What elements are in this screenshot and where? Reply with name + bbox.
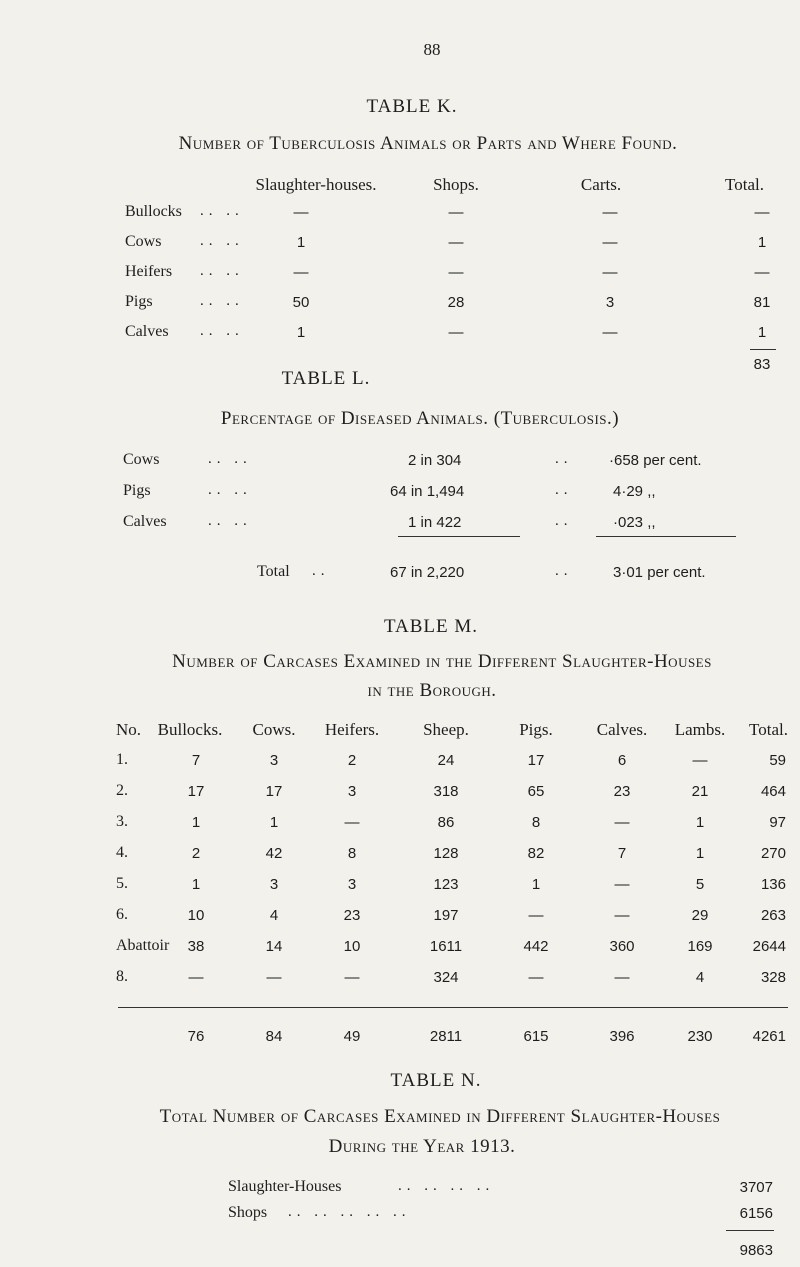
table-m-cell-pigs: 8 — [531, 814, 541, 831]
table-m-total-rule — [118, 1007, 788, 1008]
table-n-total: 9863 — [739, 1242, 773, 1259]
table-m-row-no: 4. — [116, 844, 128, 861]
table-k-cell: 1 — [757, 324, 767, 341]
table-n-row-label: Slaughter-Houses — [228, 1178, 342, 1195]
table-n-row-label: Shops — [228, 1204, 268, 1221]
table-m-cell-heifers: 3 — [347, 783, 357, 800]
table-l-row-label: Cows — [123, 451, 160, 468]
table-m-heading: Number of Carcases Examined in the Different Slaughter-Houses — [172, 651, 712, 672]
page-number: 88 — [423, 40, 441, 59]
table-m-cell-heifers: — — [344, 969, 360, 986]
table-m-row-no: 5. — [116, 875, 128, 892]
table-m-cell-pigs: 442 — [523, 938, 549, 955]
table-m-cell-total: 2644 — [752, 938, 786, 955]
table-m-row-no: 6. — [116, 906, 128, 923]
table-m-cell-bullocks: 10 — [187, 907, 205, 924]
table-m-col-no: No. — [116, 720, 142, 739]
table-m-cell-sheep: 123 — [433, 876, 459, 893]
table-l-total-ratio: 67 in 2,220 — [390, 564, 465, 581]
table-m-cell-cows: 17 — [265, 783, 283, 800]
table-m-total-sheep: 2811 — [429, 1028, 463, 1045]
table-k-col-slaughter-houses: Slaughter-houses. — [255, 175, 377, 194]
table-m-col-heifers: Heifers. — [324, 720, 380, 739]
table-n-heading: Total Number of Carcases Examined in Different Slaughter-Houses — [159, 1106, 721, 1127]
table-m-cell-cows: 1 — [269, 814, 279, 831]
table-m-cell-cows: 42 — [265, 845, 283, 862]
table-m-cell-cows: 14 — [265, 938, 283, 955]
table-m-total-bullocks: 76 — [187, 1028, 205, 1045]
leader-dots: .. .. — [200, 293, 244, 309]
table-m-cell-total: 328 — [760, 969, 786, 986]
table-m-cell-pigs: — — [528, 969, 544, 986]
table-n-title: TABLE N. — [390, 1070, 482, 1091]
table-m-col-sheep: Sheep. — [423, 720, 469, 739]
table-l-row-label: Pigs — [123, 482, 151, 499]
table-m-row-no: 3. — [116, 813, 128, 830]
table-l-ratio: 64 in 1,494 — [390, 483, 465, 500]
table-m-cell-sheep: 24 — [437, 752, 455, 769]
table-k-cell: 1 — [296, 324, 306, 341]
table-m-cell-lambs: 169 — [687, 938, 713, 955]
table-n-value: 6156 — [739, 1205, 773, 1222]
table-k-cell: 3 — [605, 294, 615, 311]
table-m-cell-bullocks: 2 — [191, 845, 201, 862]
table-m-cell-bullocks: — — [188, 969, 204, 986]
table-m-col-lambs: Lambs. — [674, 720, 726, 739]
table-m-cell-total: 263 — [760, 907, 786, 924]
table-n-total-rule — [726, 1230, 774, 1231]
table-m-cell-lambs: 21 — [691, 783, 709, 800]
table-m-col-total: Total. — [749, 720, 788, 739]
table-m-cell-cows: 3 — [269, 752, 279, 769]
table-l-ratio: 1 in 422 — [408, 514, 462, 531]
table-k-cell: 1 — [757, 234, 767, 251]
table-m-cell-pigs: 17 — [527, 752, 545, 769]
leader-dots: .. — [312, 563, 330, 579]
table-m-cell-cows: 3 — [269, 876, 279, 893]
table-m-cell-calves: 7 — [617, 845, 627, 862]
table-m-cell-sheep: 318 — [433, 783, 459, 800]
table-m-cell-calves: 23 — [613, 783, 631, 800]
table-k-col-total: Total. — [725, 175, 764, 194]
table-m-cell-calves: — — [614, 969, 630, 986]
table-m-cell-heifers: 2 — [347, 752, 357, 769]
table-l-ratio: 2 in 304 — [408, 452, 462, 469]
table-k-col-shops: Shops. — [433, 175, 479, 194]
table-m-cell-lambs: — — [692, 752, 708, 769]
table-l-total-label: Total — [257, 563, 290, 580]
leader-dots: .. — [555, 482, 573, 498]
table-m-cell-heifers: 10 — [343, 938, 361, 955]
table-m-cell-total: 97 — [769, 814, 786, 831]
leader-dots: .. .. .. .. — [398, 1178, 495, 1194]
table-k-cell: 1 — [296, 234, 306, 251]
leader-dots: .. .. — [200, 263, 244, 279]
table-m-total-pigs: 615 — [523, 1028, 549, 1045]
table-m-cell-bullocks: 38 — [187, 938, 205, 955]
table-l-heading: Percentage of Diseased Animals. (Tuberculosis.) — [220, 408, 620, 429]
table-m-cell-lambs: 1 — [695, 845, 705, 862]
table-k-row-label: Pigs — [125, 293, 153, 310]
table-k-cell: — — [293, 264, 309, 281]
leader-dots: .. .. — [200, 233, 244, 249]
table-m-cell-lambs: 29 — [691, 907, 709, 924]
table-k-row-label: Bullocks — [125, 203, 182, 220]
table-m-col-pigs: Pigs. — [519, 720, 553, 739]
table-m-grand-total: 4261 — [752, 1028, 786, 1045]
leader-dots: .. .. .. .. .. — [288, 1204, 411, 1220]
table-m-cell-heifers: 3 — [347, 876, 357, 893]
table-l-percent: ·658 per cent. — [609, 452, 702, 469]
table-m-cell-lambs: 1 — [695, 814, 705, 831]
table-n-subheading: During the Year 1913. — [328, 1136, 516, 1157]
table-m-cell-heifers: 23 — [343, 907, 361, 924]
table-m-cell-total: 464 — [760, 783, 786, 800]
table-k-cell: — — [754, 204, 770, 221]
table-m-cell-cows: 4 — [269, 907, 279, 924]
table-k-cell: — — [602, 204, 618, 221]
table-k-heading: Number of Tuberculosis Animals or Parts and Where Found. — [178, 133, 678, 154]
table-l-row-label: Calves — [123, 513, 167, 530]
table-m-cell-calves: — — [614, 907, 630, 924]
table-l-percent: ·023 ,, — [613, 514, 656, 531]
table-k-total: 83 — [753, 356, 771, 373]
table-m-cell-calves: 360 — [609, 938, 635, 955]
leader-dots: .. — [555, 451, 573, 467]
table-m-cell-lambs: 5 — [695, 876, 705, 893]
leader-dots: .. .. — [200, 323, 244, 339]
table-m-col-calves: Calves. — [596, 720, 648, 739]
table-m-row-no: 1. — [116, 751, 128, 768]
table-m-col-bullocks: Bullocks. — [157, 720, 223, 739]
table-m-cell-total: 136 — [760, 876, 786, 893]
table-k-cell: — — [448, 234, 464, 251]
table-m-col-cows: Cows. — [252, 720, 296, 739]
table-k-cell: — — [754, 264, 770, 281]
leader-dots: .. — [555, 513, 573, 529]
table-m-row-no: 8. — [116, 968, 128, 985]
table-m-cell-calves: — — [614, 876, 630, 893]
table-m-cell-bullocks: 1 — [191, 876, 201, 893]
table-m-cell-sheep: 86 — [437, 814, 455, 831]
table-m-row-no: Abattoir — [116, 937, 170, 954]
table-m-total-calves: 396 — [609, 1028, 635, 1045]
table-m-cell-cows: — — [266, 969, 282, 986]
table-k-total-rule — [750, 349, 776, 350]
table-m-cell-calves: 6 — [617, 752, 627, 769]
table-k-cell: — — [448, 264, 464, 281]
table-m-total-lambs: 230 — [687, 1028, 713, 1045]
leader-dots: .. .. — [200, 203, 244, 219]
table-k-cell: — — [602, 234, 618, 251]
table-m-cell-pigs: 1 — [531, 876, 541, 893]
leader-dots: .. .. — [208, 451, 252, 467]
table-m-subheading: in the Borough. — [367, 680, 497, 701]
table-l-rule-percent — [596, 536, 736, 537]
table-k-cell: 28 — [447, 294, 465, 311]
table-m-total-heifers: 49 — [343, 1028, 361, 1045]
table-m-cell-pigs: 82 — [527, 845, 545, 862]
table-m-total-cows: 84 — [265, 1028, 283, 1045]
table-m-cell-total: 270 — [760, 845, 786, 862]
table-m-cell-pigs: — — [528, 907, 544, 924]
table-m-cell-bullocks: 1 — [191, 814, 201, 831]
table-m-cell-sheep: 1611 — [429, 938, 463, 955]
table-m-cell-sheep: 197 — [433, 907, 459, 924]
table-m-cell-total: 59 — [769, 752, 786, 769]
table-m-cell-calves: — — [614, 814, 630, 831]
table-l-title: TABLE L. — [281, 368, 371, 389]
table-k-cell: 50 — [292, 294, 310, 311]
leader-dots: .. .. — [208, 513, 252, 529]
table-m-cell-pigs: 65 — [527, 783, 545, 800]
table-k-cell: — — [602, 264, 618, 281]
leader-dots: .. — [555, 563, 573, 579]
table-n-value: 3707 — [739, 1179, 773, 1196]
table-l-percent: 4·29 ,, — [613, 483, 656, 500]
table-k-row-label: Calves — [125, 323, 169, 340]
table-k-title: TABLE K. — [366, 96, 458, 117]
table-k-cell: — — [293, 204, 309, 221]
table-m-cell-heifers: — — [344, 814, 360, 831]
table-m-cell-heifers: 8 — [347, 845, 357, 862]
table-k-row-label: Cows — [125, 233, 162, 250]
table-m-cell-sheep: 324 — [433, 969, 459, 986]
table-k-row-label: Heifers — [125, 263, 173, 280]
table-m-title: TABLE M. — [383, 616, 479, 637]
table-k-cell: — — [448, 204, 464, 221]
table-l-total-percent: 3·01 per cent. — [613, 564, 706, 581]
table-m-cell-bullocks: 7 — [191, 752, 201, 769]
table-m-cell-lambs: 4 — [695, 969, 705, 986]
table-k-cell: — — [448, 324, 464, 341]
table-l-rule-ratio — [398, 536, 520, 537]
table-k-cell: 81 — [753, 294, 771, 311]
table-m-row-no: 2. — [116, 782, 128, 799]
table-k-cell: — — [602, 324, 618, 341]
table-m-cell-bullocks: 17 — [187, 783, 205, 800]
table-m-cell-sheep: 128 — [433, 845, 459, 862]
table-k-col-carts: Carts. — [580, 175, 622, 194]
leader-dots: .. .. — [208, 482, 252, 498]
